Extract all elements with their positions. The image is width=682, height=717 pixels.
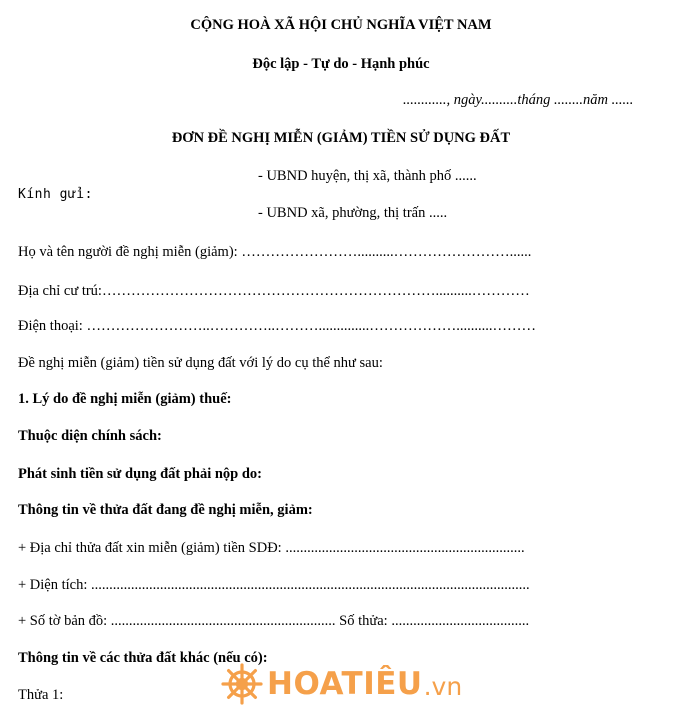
land-area-field: + Diện tích: ......................................................................................................................... [18,577,530,593]
watermark-tld: .vn [423,671,463,701]
phone-field: Điện thoại: ……………………..…………..………..............………………..........……… [18,318,536,334]
kinh-gui-label: Kính gửi: [18,187,93,202]
request-intro: Đề nghị miễn (giảm) tiền sử dụng đất với lý do cụ thể như sau: [18,355,383,371]
map-sheet-field: + Số tờ bản đồ: .............................................................. Số thửa: ...................................... [18,613,530,629]
section-1-heading: 1. Lý do đề nghị miễn (giảm) thuế: [18,391,232,407]
recipient-1: - UBND huyện, thị xã, thành phố ...... [258,168,477,184]
date-line: ............, ngày..........tháng ........năm ...... [403,92,634,108]
national-title: CỘNG HOÀ XÃ HỘI CHỦ NGHĨA VIỆT NAM [190,17,492,33]
other-land-heading: Thông tin về các thửa đất khác (nếu có): [18,650,268,666]
recipient-2: - UBND xã, phường, thị trấn ..... [258,205,448,221]
parcel-1-label: Thửa 1: [18,687,64,703]
motto: Độc lập - Tự do - Hạnh phúc [252,56,430,72]
arising-payment-label: Phát sinh tiền sử dụng đất phải nộp do: [18,466,263,482]
ship-wheel-icon [221,663,263,705]
full-name-field: Họ và tên người đề nghị miễn (giảm): ……………………..........……………………...... [18,244,532,260]
land-address-field: + Địa chỉ thửa đất xin miễn (giảm) tiền SDĐ: .................................................................. [18,540,525,556]
land-info-heading: Thông tin về thửa đất đang đề nghị miễn, giảm: [18,502,313,518]
watermark [221,662,462,706]
form-title: ĐƠN ĐỀ NGHỊ MIỄN (GIẢM) TIỀN SỬ DỤNG ĐẤT [171,130,511,146]
policy-group-label: Thuộc diện chính sách: [18,428,162,444]
address-field: Địa chỉ cư trú:……………………………………………………………..........………… [18,283,530,299]
watermark-brand: HOATIÊU [267,666,423,702]
